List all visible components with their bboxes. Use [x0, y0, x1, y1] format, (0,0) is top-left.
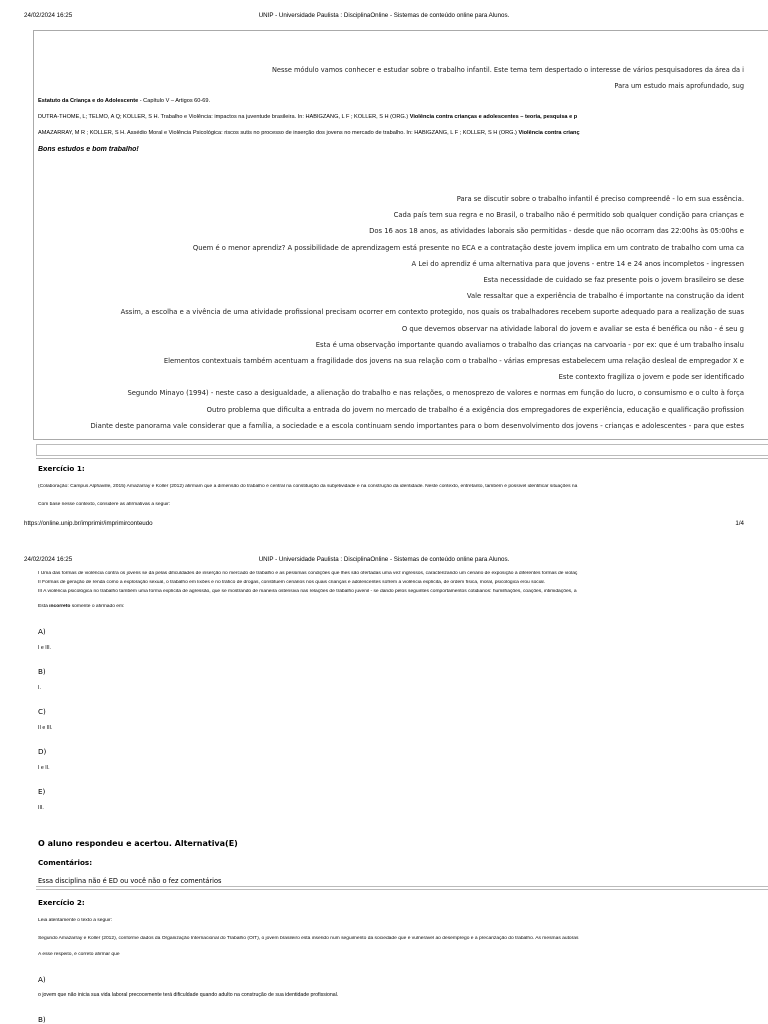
module-paragraph: Cada país tem sua regra e no Brasil, o trabalho não é permitido sob qualquer condição para crianças e	[393, 211, 744, 220]
reference-amazarray-book: Violência contra crianç	[518, 130, 580, 136]
question-pre: Está	[38, 604, 50, 609]
exercise-2-context: Segundo Amazarray e Koller (2012), conforme dados da Organização Internacional do Trabalho (OIT), o jovem brasileiro está inserido num seguimento da sociedade que é vulnerável ao desemprego e à precarização do trabalho. As mesmas autoras	[38, 936, 579, 941]
print-footer	[0, 520, 768, 532]
module-paragraph: Vale ressaltar que a experiência de trabalho é importante na construção da ident	[466, 292, 744, 301]
exercise-2-question: A esse respeito, é correto afirmar que	[38, 952, 120, 957]
module-paragraph: Elementos contextuais também acentuam a fragilidade dos jovens na sua relação com o trabalho - várias empresas estabelecem uma relação desleal de empregador X e	[163, 357, 744, 365]
reference-eca-title: Estatuto da Criança e do Adolescente	[38, 98, 139, 104]
module-separator-line	[36, 458, 768, 459]
module-paragraph: Assim, a escolha e a vivência de uma atividade profissional precisam ocorrer em contexto protegido, nos quais os trabalhadores recebem suporte adequado para a realização de suas	[120, 308, 744, 317]
module-paragraph: Esta é uma observação importante quando avaliamos o trabalho das crianças na carvoaria - por ex: que é um trabalho insalu	[315, 340, 744, 349]
comments-label: Comentários:	[38, 858, 93, 867]
module-paragraph: Dos 16 aos 18 anos, as atividades laborais são permitidas - desde que não ocorram das 22:00hs às 05:00hs e	[369, 227, 744, 236]
reference-dutra-thome-text: DUTRA-THOMÉ, L; TELMO, A Q; KOLLER, S H. Trabalho e Violência: impactos na juventude brasileira. In: HABIGZANG, L F ; KOLLER, S H (ORG.)	[38, 114, 410, 120]
print-title: UNIP - Universidade Paulista : DisciplinaOnline - Sistemas de conteúdo online para Alunos.	[258, 12, 510, 19]
reference-eca-detail: - Capítulo V – Artigos 60-69.	[138, 98, 211, 104]
comments-separator-1	[36, 886, 768, 887]
option-letter: A)	[38, 627, 46, 636]
reference-amazarray	[38, 130, 744, 136]
option-letter: B)	[38, 667, 46, 676]
module-paragraph: Segundo Minayo (1994) - neste caso a desigualdade, a alienação do trabalho e nas relações, o menosprezo de valores e normas em função do lucro, o consumismo e o culto à força	[127, 389, 744, 398]
exercise-1-prompt: Com base nesse contexto, considere as afirmativas a seguir:	[38, 502, 171, 507]
statement-iii: III A violência psicológica no trabalho também uma forma explícita de agressão, que se mostrando de maneira ostensiva nas relações de trabalho juvenil - se dando pelos seguintes comportamentos cotidianos: humilhações, coações, intimidações, a	[38, 589, 577, 594]
module-paragraph: O que devemos observar na atividade laboral do jovem e avaliar se esta é benéfica ou não - é seu g	[401, 324, 744, 333]
module-paragraph: Diante deste panorama vale considerar que a família, a sociedade e a escola continuam sendo importantes para o bom desenvolvimento dos jovens - crianças e adolescentes - para que estes	[90, 421, 744, 430]
reference-dutra-thome-book: Violência contra crianças e adolescentes – teoria, pesquisa e p	[409, 114, 578, 120]
module-paragraph: Outro problema que dificulta a entrada do jovem no mercado de trabalho é a exigência dos empregadores de experiência, educação e qualificação profission	[206, 405, 744, 414]
option-letter: A)	[38, 975, 46, 984]
option-text: III.	[38, 805, 44, 811]
answer-result: O aluno respondeu e acertou. Alternativa(E)	[38, 839, 238, 848]
module-paragraph: Este contexto fragiliza o jovem e pode ser identificado	[558, 373, 744, 382]
option-letter: E)	[38, 787, 46, 796]
module-separator-box	[36, 444, 768, 456]
option-text: I e II.	[38, 765, 50, 771]
option-text: II e III.	[38, 725, 53, 731]
exercise-1-title: Exercício 1:	[38, 464, 85, 473]
option-text: o jovem que não inicia sua vida laboral precocemente terá dificuldade quando adulto na construção de sua identidade profissional.	[38, 992, 339, 998]
reference-dutra-thome	[38, 114, 744, 120]
module-intro-line-2: Para um estudo mais aprofundado, sug	[614, 82, 744, 90]
print-header	[0, 12, 768, 26]
closing-message: Bons estudos e bom trabalho!	[38, 146, 139, 153]
reference-eca	[38, 98, 744, 104]
option-letter: C)	[38, 707, 46, 716]
statement-ii: II Formas de geração de renda como a exploração sexual, o trabalho em lixões e no tráfico de drogas, constituem cenários nos quais crianças e adolescentes sofrem a violência explícita, de ordem física, moral, psicológica e/ou social.	[38, 580, 545, 585]
option-text: I.	[38, 685, 41, 691]
comments-text: Essa disciplina não é ED ou você não o fez comentários	[38, 877, 222, 885]
print-url: https://online.unip.br/imprimir/imprimirconteudo	[24, 520, 153, 527]
exercise-2-title: Exercício 2:	[38, 898, 85, 907]
comments-separator-2	[36, 889, 768, 890]
print-datetime: 24/02/2024 16:25	[24, 556, 73, 563]
print-header-page-2	[0, 556, 768, 570]
exercise-2-prompt: Leia atentamente o texto a seguir:	[38, 918, 112, 923]
module-paragraph: Quem é o menor aprendiz? A possibilidade de aprendizagem está presente no ECA e a contratação deste jovem implica em um contrato de trabalho com uma ca	[192, 243, 744, 252]
question-bold: incorreto	[49, 604, 71, 609]
print-page-number: 1/4	[735, 520, 744, 527]
module-paragraph: Esta necessidade de cuidado se faz presente pois o jovem brasileiro se dese	[483, 276, 744, 284]
print-title: UNIP - Universidade Paulista : DisciplinaOnline - Sistemas de conteúdo online para Alunos.	[258, 556, 510, 563]
module-intro-line-1: Nesse módulo vamos conhecer e estudar sobre o trabalho infantil. Este tema tem despertado o interesse de vários pesquisadores da área da i	[271, 66, 744, 74]
module-paragraph: A Lei do aprendiz é uma alternativa para que jovens - entre 14 e 24 anos incompletos - ingressen	[411, 259, 744, 268]
option-text: I e III.	[38, 645, 51, 651]
option-letter: D)	[38, 747, 47, 756]
question-post: somente o afirmado em:	[70, 604, 125, 609]
reference-amazarray-text: AMAZARRAY, M R ; KOLLER, S H. Assédio Moral e Violência Psicológica: riscos sutis no processo de inserção dos jovens no mercado de trabalho. In: HABIGZANG, L F ; KOLLER, S H (ORG.)	[38, 130, 519, 136]
module-paragraph: Para se discutir sobre o trabalho infantil é preciso compreendê - lo em sua essência.	[456, 195, 744, 203]
option-letter: B)	[38, 1015, 46, 1024]
exercise-1-question	[38, 604, 124, 609]
print-datetime: 24/02/2024 16:25	[24, 12, 73, 19]
exercise-1-context: (Colaboração: Campus Alphaville, 2015) Amazarray e Koller (2012) afirmam que a dimensão do trabalho é central na constituição da subjetividade e na construção da identidade. Neste contexto, entretanto, também é possível identificar situações na	[38, 484, 578, 489]
statement-i: I Uma das formas de violência contra os jovens se dá pelas dificuldades de inserção no mercado de trabalho e as péssimas condições que lhes são ofertadas uma vez ingressos, caracterizando um cenário de exposição à diferentes formas de violaç	[38, 571, 578, 576]
